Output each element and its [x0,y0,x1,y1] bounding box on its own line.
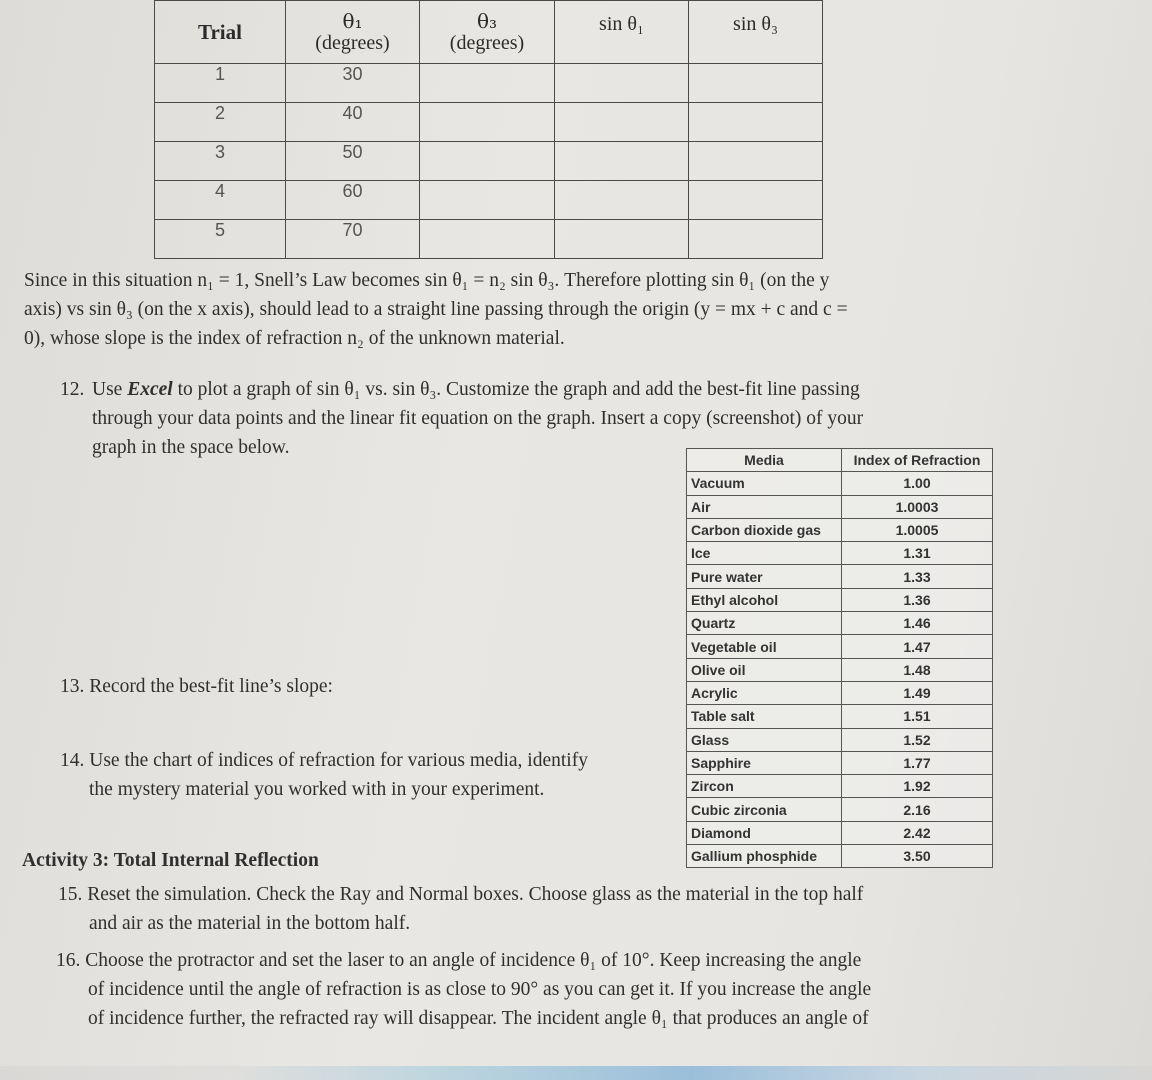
question-15-line-1: 15. Reset the simulation. Check the Ray and Normal boxes. Choose glass as the material in the top half [58,884,864,905]
media-name: Sapphire [687,751,842,774]
refraction-row [687,845,993,868]
refraction-row [687,751,993,774]
sin-theta3-cell[interactable] [689,181,823,220]
header-index: Index of Refraction [842,449,993,472]
refraction-index-value: 1.46 [842,612,993,635]
trial-cell: 2 [155,103,286,142]
media-name: Diamond [687,821,842,844]
refraction-index-value: 1.0003 [842,495,993,518]
refraction-index-value: 1.33 [842,565,993,588]
header-theta1-unit: (degrees) [315,32,390,54]
trial-row [155,103,823,142]
question-16-line-3: of incidence further, the refracted ray will disappear. The incident angle θ₁ that produces an angle of [88,1008,869,1029]
sin-theta3-cell[interactable] [689,103,823,142]
snell-law-paragraph [24,266,984,353]
refraction-row [687,821,993,844]
sin-theta3-cell[interactable] [689,64,823,103]
refraction-index-table [686,448,993,868]
theta3-cell[interactable] [420,64,555,103]
media-name: Glass [687,728,842,751]
taskbar-edge [0,1066,1152,1080]
question-15 [58,880,958,938]
snell-line-1: Since in this situation n₁ = 1, Snell’s Law becomes sin θ₁ = n₂ sin θ₃. Therefore plotting sin θ₁ (on the y [24,270,830,291]
media-name: Cubic zirconia [687,798,842,821]
activity-3-heading: Activity 3: Total Internal Reflection [22,850,319,871]
question-16-line-1: 16. Choose the protractor and set the laser to an angle of incidence θ₁ of 10°. Keep increasing the angle [56,950,862,971]
refraction-index-value: 2.16 [842,798,993,821]
refraction-index-value: 1.00 [842,472,993,495]
refraction-index-value: 1.52 [842,728,993,751]
refraction-row [687,658,993,681]
question-14 [60,746,650,804]
sin-theta1-cell[interactable] [555,220,689,259]
refraction-index-value: 1.47 [842,635,993,658]
media-name: Zircon [687,775,842,798]
refraction-index-value: 1.36 [842,588,993,611]
refraction-row [687,588,993,611]
refraction-table-header-row [687,449,993,472]
theta1-cell: 40 [286,103,420,142]
refraction-row [687,542,993,565]
question-12-number: 12. [60,379,85,400]
header-sin-theta1: sin θ₁ [555,1,689,64]
theta1-cell: 60 [286,181,420,220]
refraction-row [687,681,993,704]
trial-cell: 5 [155,220,286,259]
refraction-row [687,635,993,658]
question-12-line-2: through your data points and the linear fit equation on the graph. Insert a copy (screenshot) of your [92,408,864,429]
question-12-excel: Excel [127,379,173,400]
media-name: Gallium phosphide [687,845,842,868]
trial-cell: 3 [155,142,286,181]
theta3-cell[interactable] [420,220,555,259]
sin-theta1-cell[interactable] [555,181,689,220]
trial-data-table [154,0,823,259]
media-name: Carbon dioxide gas [687,518,842,541]
trial-row [155,64,823,103]
trial-cell: 1 [155,64,286,103]
refraction-index-value: 2.42 [842,821,993,844]
refraction-row [687,495,993,518]
refraction-index-value: 1.77 [842,751,993,774]
header-media: Media [687,449,842,472]
media-name: Air [687,495,842,518]
trial-table-header-row [155,1,823,64]
refraction-index-value: 1.49 [842,681,993,704]
media-name: Quartz [687,612,842,635]
header-theta1 [286,1,420,64]
theta1-cell: 50 [286,142,420,181]
question-12-line-3: graph in the space below. [92,437,290,458]
refraction-index-value: 1.0005 [842,518,993,541]
media-name: Acrylic [687,681,842,704]
sin-theta1-cell[interactable] [555,142,689,181]
header-theta3 [420,1,555,64]
theta3-cell[interactable] [420,103,555,142]
media-name: Vacuum [687,472,842,495]
media-name: Ice [687,542,842,565]
header-trial: Trial [155,1,286,64]
snell-line-3: 0), whose slope is the index of refraction n₂ of the unknown material. [24,328,565,349]
sin-theta3-cell[interactable] [689,220,823,259]
question-16 [56,946,961,1033]
header-theta3-unit: (degrees) [449,32,525,54]
theta3-cell[interactable] [420,181,555,220]
refraction-row [687,518,993,541]
question-14-line-1: 14. Use the chart of indices of refraction for various media, identify [60,750,588,771]
snell-line-2: axis) vs sin θ₃ (on the x axis), should lead to a straight line passing through the origin (y = mx + c and c = [24,299,848,320]
trial-row [155,181,823,220]
header-theta3-symbol: θ₃ [476,9,498,33]
question-16-line-2: of incidence until the angle of refraction is as close to 90° as you can get it. If you increase the angle [88,979,872,1000]
theta1-cell: 70 [286,220,420,259]
refraction-row [687,612,993,635]
trial-row [155,220,823,259]
refraction-row [687,565,993,588]
refraction-index-value: 1.51 [842,705,993,728]
refraction-row [687,705,993,728]
media-name: Vegetable oil [687,635,842,658]
media-name: Olive oil [687,658,842,681]
refraction-index-value: 1.48 [842,658,993,681]
theta3-cell[interactable] [420,142,555,181]
question-14-line-2: the mystery material you worked with in your experiment. [89,779,545,800]
media-name: Table salt [687,705,842,728]
header-theta1-symbol: θ₁ [342,9,363,33]
theta1-cell: 30 [286,64,420,103]
question-12-line-1: to plot a graph of sin θ₁ vs. sin θ₃. Customize the graph and add the best-fit line passing [172,379,860,400]
media-name: Ethyl alcohol [687,588,842,611]
header-sin-theta3: sin θ₃ [689,1,823,64]
refraction-row [687,472,993,495]
refraction-row [687,728,993,751]
trial-cell: 4 [155,181,286,220]
media-name: Pure water [687,565,842,588]
sin-theta1-cell[interactable] [555,103,689,142]
refraction-index-value: 1.92 [842,775,993,798]
sin-theta1-cell[interactable] [555,64,689,103]
trial-row [155,142,823,181]
refraction-index-value: 1.31 [842,542,993,565]
question-15-line-2: and air as the material in the bottom half. [89,913,411,934]
refraction-row [687,798,993,821]
question-12-pre: Use [92,379,128,400]
question-13: 13. Record the best-fit line’s slope: [60,676,333,697]
refraction-row [687,775,993,798]
refraction-index-value: 3.50 [842,845,993,868]
sin-theta3-cell[interactable] [689,142,823,181]
